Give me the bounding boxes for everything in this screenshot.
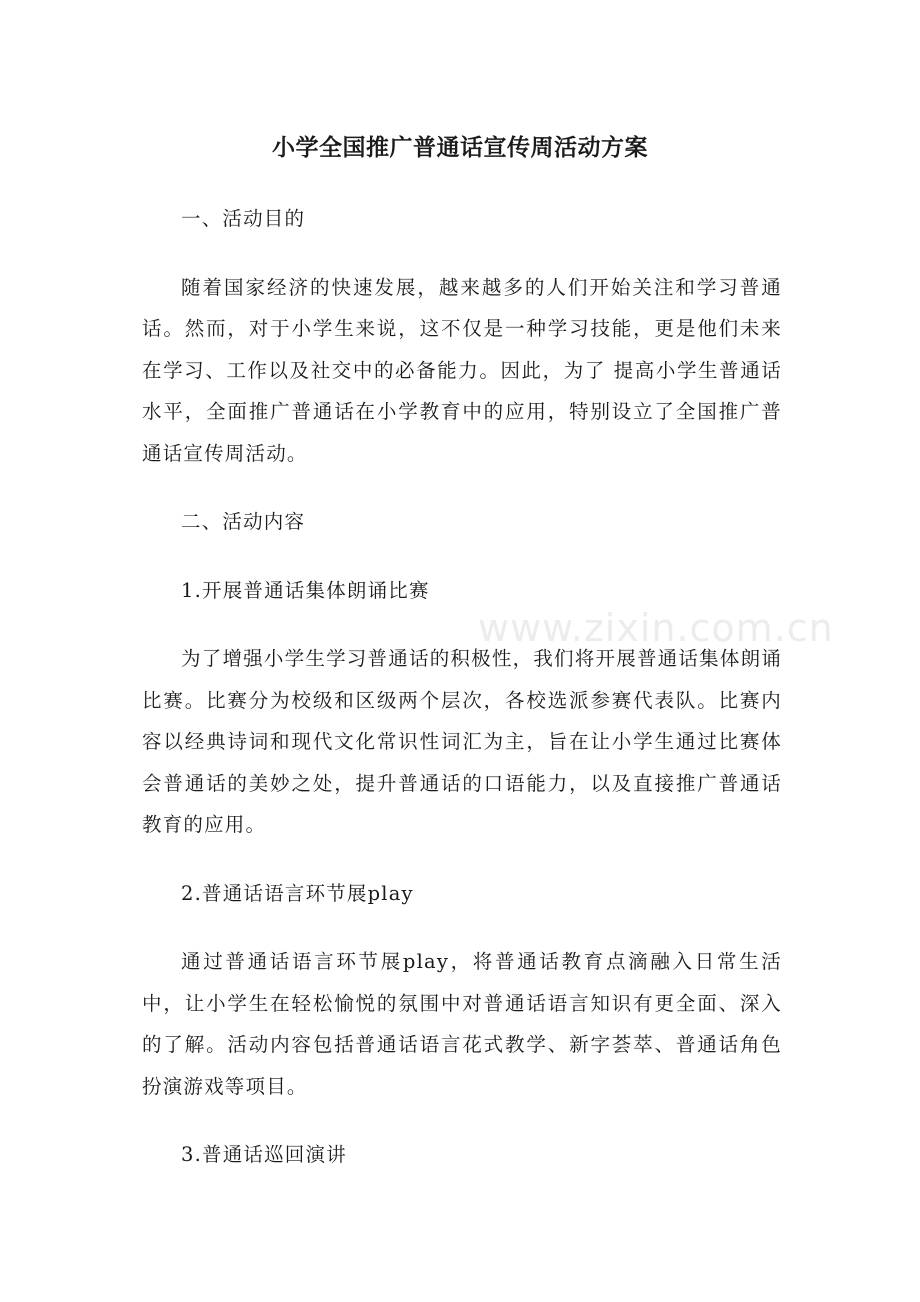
subheading-speech-tour: 3.普通话巡回演讲 (181, 1143, 347, 1166)
section-heading-content: 二、活动内容 (181, 510, 306, 533)
subheading-language-play: 2.普通话语言环节展play (181, 881, 414, 905)
subheading-recitation-contest: 1.开展普通话集体朗诵比赛 (181, 578, 430, 602)
section-heading-purpose: 一、活动目的 (181, 207, 306, 230)
document-body (142, 198, 782, 1203)
document-title: 小学全国推广普通话宣传周活动方案 (272, 135, 648, 161)
paragraph-language-play: 通过普通话语言环节展play，将普通话教育点滴融入日常生活中，让小学生在轻松愉悦的氛围中对普通话语言知识有更全面、深入的了解。活动内容包括普通话语言花式教学、新字荟萃、普通话角色扮演游戏等项目。 (142, 950, 782, 1098)
paragraph-recitation-contest: 为了增强小学生学习普通话的积极性，我们将开展普通话集体朗诵比赛。比赛分为校级和区级两个层次，各校选派参赛代表队。比赛内容以经典诗词和现代文化常识性词汇为主，旨在让小学生通过比赛体会普通话的美妙之处，提升普通话的口语能力，以及直接推广普通话教育的应用。 (142, 647, 782, 836)
paragraph-purpose: 随着国家经济的快速发展，越来越多的人们开始关注和学习普通话。然而，对于小学生来说，这不仅是一种学习技能，更是他们未来在学习、工作以及社交中的必备能力。因此，为了 提高小学生普通话水平，全面推广普通话在小学教育中的应用，特别设立了全国推广普通话宣传周活动。 (142, 275, 782, 465)
watermark-text: www.zixin.com.cn (478, 606, 834, 650)
